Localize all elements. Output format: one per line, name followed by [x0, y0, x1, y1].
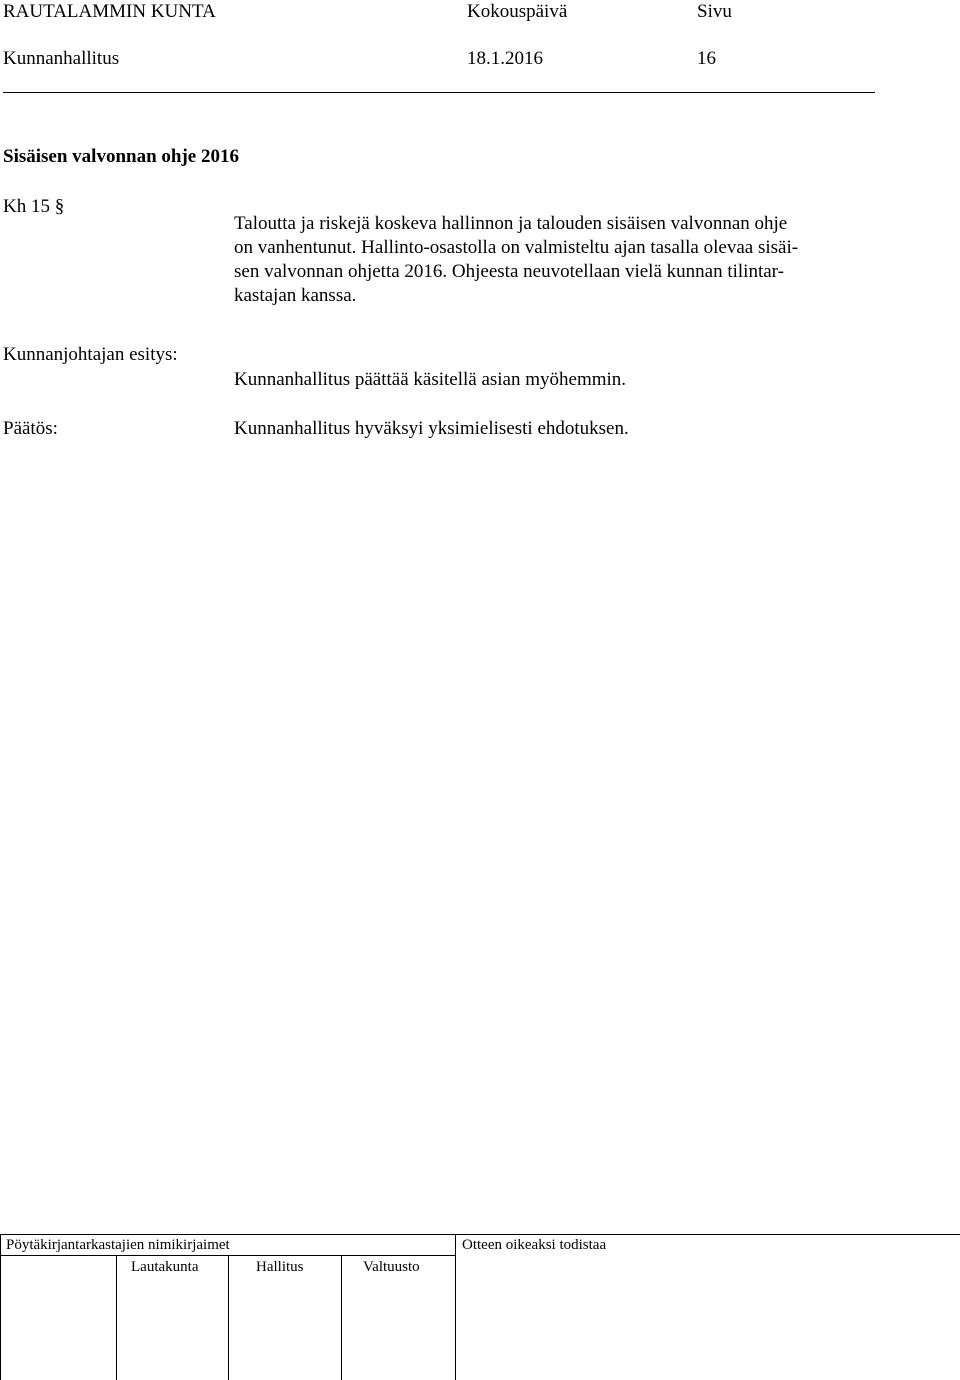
- section-description: [234, 212, 874, 308]
- certified-label: Otteen oikeaksi todistaa: [462, 1237, 607, 1253]
- header-divider: [3, 92, 875, 93]
- page-label: Sivu: [697, 1, 732, 22]
- description-line: Taloutta ja riskejä koskeva hallinnon ja talouden sisäisen valvonnan ohje: [234, 213, 788, 234]
- proposal-label: Kunnanjohtajan esitys:: [3, 344, 178, 365]
- organization-name: RAUTALAMMIN KUNTA: [3, 1, 216, 22]
- column-council: Valtuusto: [363, 1259, 420, 1275]
- proposal-text: Kunnanhallitus päättää käsitellä asian myöhemmin.: [234, 369, 627, 390]
- signature-footer: [0, 1234, 960, 1380]
- footer-column-divider: [228, 1255, 229, 1380]
- footer-column-divider: [341, 1255, 342, 1380]
- description-line: on vanhentunut. Hallinto-osastolla on valmisteltu ajan tasalla olevaa sisäi-: [234, 237, 799, 258]
- meeting-date-label: Kokouspäivä: [467, 1, 568, 22]
- section-number: Kh 15 §: [3, 196, 65, 217]
- board-name: Kunnanhallitus: [3, 48, 120, 69]
- decision-label: Päätös:: [3, 418, 58, 439]
- column-board: Lautakunta: [131, 1259, 199, 1275]
- description-line: kastajan kanssa.: [234, 285, 357, 306]
- meeting-date: 18.1.2016: [467, 48, 543, 69]
- column-government: Hallitus: [256, 1259, 304, 1275]
- footer-column-divider: [455, 1234, 456, 1380]
- description-line: sen valvonnan ohjetta 2016. Ohjeesta neuvotellaan vielä kunnan tilintar-: [234, 261, 784, 282]
- initials-label: Pöytäkirjantarkastajien nimikirjaimet: [6, 1237, 230, 1253]
- footer-column-divider: [116, 1255, 117, 1380]
- page-number: 16: [697, 48, 716, 69]
- section-title: Sisäisen valvonnan ohje 2016: [3, 146, 239, 167]
- footer-left-border: [0, 1234, 1, 1380]
- decision-text: Kunnanhallitus hyväksyi yksimielisesti ehdotuksen.: [234, 418, 629, 439]
- footer-top-rule: [0, 1234, 960, 1235]
